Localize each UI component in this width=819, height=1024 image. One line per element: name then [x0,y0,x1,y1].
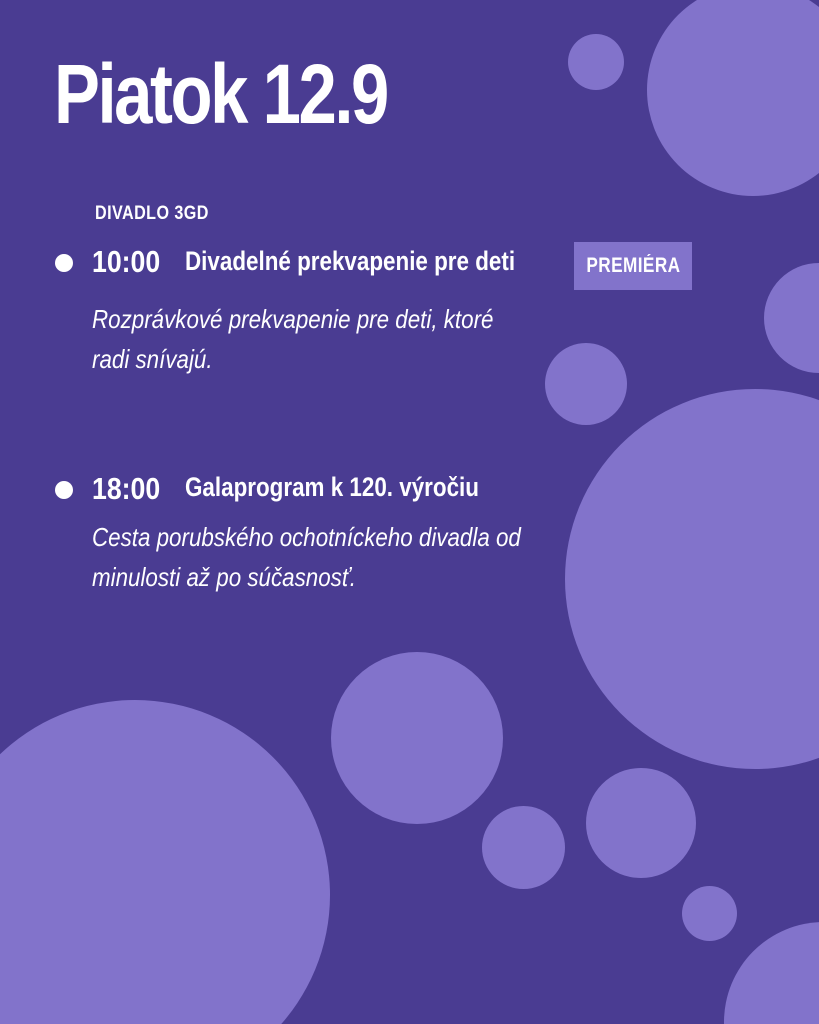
premiere-badge-label: PREMIÉRA [585,254,681,277]
bullet-icon [55,254,73,272]
decorative-bubble [0,700,330,1024]
event-description: Cesta porubského ochotníckeho divadla od minulosti až po súčasnosť. [92,522,521,592]
bullet-icon [55,481,73,499]
decorative-bubble [565,389,819,769]
decorative-bubble [764,263,819,373]
event-time: 10:00 [92,244,161,279]
premiere-badge [574,242,692,290]
decorative-bubble [331,652,503,824]
venue-label: DIVADLO 3GD [95,203,209,224]
page-title: Piatok 12.9 [54,47,387,141]
event-description: Rozprávkové prekvapenie pre deti, ktoré radi snívajú. [92,304,494,374]
decorative-bubble [724,922,819,1024]
decorative-bubble [682,886,737,941]
event-title: Galaprogram k 120. výročiu [185,472,479,502]
decorative-bubble [586,768,696,878]
event-title: Divadelné prekvapenie pre deti [185,246,516,276]
decorative-bubble [545,343,627,425]
decorative-bubble [482,806,565,889]
event-time: 18:00 [92,471,161,506]
decorative-bubble [647,0,819,196]
decorative-bubble [568,34,624,90]
